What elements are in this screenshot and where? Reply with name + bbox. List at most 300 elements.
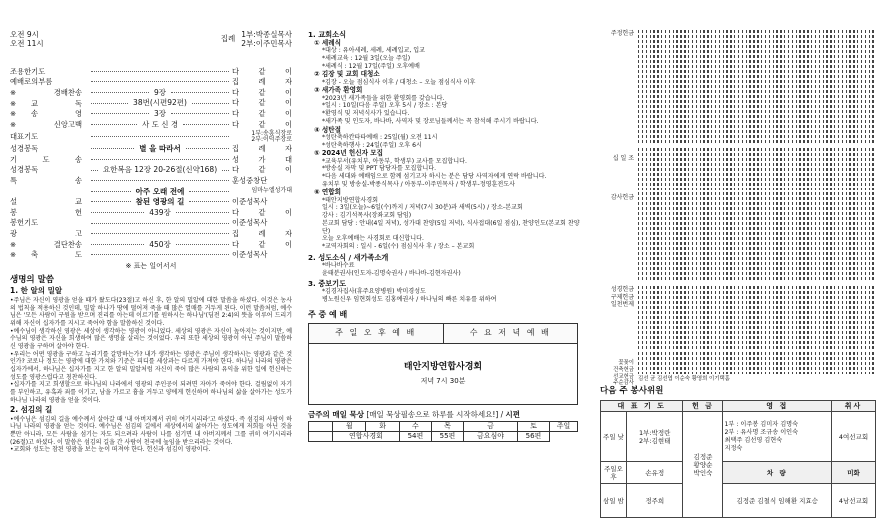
- name-column: [780, 192, 781, 282]
- member-news-line: 윤태분권사(인도자-김명숙권사 / 바나바-김현자권사): [322, 269, 461, 277]
- name-column: [734, 352, 735, 374]
- order-leader: 다 같 이: [232, 87, 292, 97]
- left-column: [0, 0, 300, 523]
- name-column: [673, 30, 674, 145]
- offering-bottom-line: 김선 균 김선엽 이순숙 황영희 이기택홈: [638, 376, 730, 382]
- name-column: [653, 148, 654, 190]
- name-column: [700, 148, 701, 190]
- name-column: [700, 352, 701, 374]
- name-column: [799, 30, 800, 145]
- name-column: [642, 148, 643, 190]
- name-column: [826, 30, 827, 145]
- name-column: [853, 30, 854, 145]
- name-column: [773, 286, 774, 350]
- news-item-detail: *일시 : 10일(다음 주일) 오후 5시 / 장소 : 본당: [322, 102, 448, 110]
- name-column: [726, 192, 727, 282]
- name-column: [638, 30, 639, 145]
- name-column: [707, 352, 708, 374]
- name-column: [703, 192, 704, 282]
- news-item-detail: *김장 - 오늘 점심식사 이후 / 대청소 – 오늘 점심식사 이후: [322, 78, 476, 86]
- order-row: [10, 119, 292, 130]
- name-column: [696, 286, 697, 350]
- name-column: [823, 30, 824, 145]
- order-label: ※경배찬송: [10, 87, 82, 97]
- order-label: ※결단찬송: [10, 239, 82, 249]
- name-column: [849, 286, 850, 350]
- bible-reading: [309, 432, 333, 442]
- name-column: [861, 30, 862, 145]
- name-column: [642, 192, 643, 282]
- bible-reading-title: [308, 410, 584, 419]
- name-column: [811, 192, 812, 282]
- offering-label: 꽃꽂이 건축헌금 선교헌금 주순감사: [613, 360, 634, 387]
- name-column: [784, 30, 785, 145]
- order-leader: 다 같 이: [232, 66, 292, 76]
- order-row: [10, 98, 292, 109]
- name-column: [749, 30, 750, 145]
- name-column: [815, 30, 816, 145]
- name-column: [853, 192, 854, 282]
- name-column: [665, 286, 666, 350]
- name-column: [661, 30, 662, 145]
- order-row: [10, 239, 292, 250]
- name-column: [746, 286, 747, 350]
- order-leader: 다 같 이: [232, 109, 292, 119]
- name-column: [711, 148, 712, 190]
- order-row: [10, 197, 292, 208]
- order-leader: 이준성목사: [232, 197, 268, 207]
- name-column: [669, 286, 670, 350]
- name-column: [807, 192, 808, 282]
- col-welcome: 영 접: [723, 400, 832, 412]
- name-column: [811, 352, 812, 374]
- name-column: [869, 192, 870, 282]
- name-column: [696, 148, 697, 190]
- name-column: [796, 352, 797, 374]
- news-item-detail: 강사 : 김기석목사(장좌교회 담임): [322, 212, 412, 220]
- name-column: [711, 30, 712, 145]
- name-column: [642, 352, 643, 374]
- name-column: [742, 30, 743, 145]
- name-column: [715, 148, 716, 190]
- sermon: [10, 275, 292, 454]
- bible-day: 금: [464, 422, 518, 432]
- sermon-paragraph: •교회와 성도는 참된 영광을 보는 눈이 떠져야 한다. 헌신과 섬김이 영광이다.: [10, 446, 211, 454]
- name-column: [692, 286, 693, 350]
- name-column: [680, 148, 681, 190]
- name-column: [749, 192, 750, 282]
- name-column: [669, 192, 670, 282]
- name-column: [638, 192, 639, 282]
- name-column: [811, 148, 812, 190]
- name-column: [742, 148, 743, 190]
- bible-day: 목: [431, 422, 463, 432]
- name-column: [665, 352, 666, 374]
- name-column: [842, 352, 843, 374]
- order-row: [10, 186, 292, 197]
- name-column: [719, 286, 720, 350]
- name-column: [780, 352, 781, 374]
- name-column: [669, 352, 670, 374]
- cooking-team: 4여선교회: [832, 412, 876, 462]
- name-column: [646, 30, 647, 145]
- news-item-detail: *성탄축하행사 : 24일(주일) 오후 6시: [322, 141, 422, 149]
- name-column: [734, 192, 735, 282]
- name-column: [799, 352, 800, 374]
- name-column: [761, 352, 762, 374]
- name-column: [749, 286, 750, 350]
- name-column: [638, 286, 639, 350]
- order-item: 참된 영광의 길: [135, 197, 185, 207]
- name-column: [738, 30, 739, 145]
- name-column: [715, 286, 716, 350]
- order-row: [10, 66, 292, 77]
- order-label: 특 송: [10, 176, 82, 186]
- bible-day: 토: [517, 422, 549, 432]
- name-column: [869, 286, 870, 350]
- name-column: [872, 352, 873, 374]
- order-row: [10, 130, 292, 144]
- cleaning-header: 미화: [832, 462, 876, 484]
- name-column: [838, 286, 839, 350]
- order-item: 아주 오래 전에: [135, 186, 185, 196]
- name-column: [742, 352, 743, 374]
- name-column: [776, 30, 777, 145]
- news-items: [308, 39, 584, 251]
- name-column: [819, 30, 820, 145]
- news-item-detail: 본교회 담당 : 안내(4일 저녁), 성가대 찬양(5일 저녁), 식사접대(6일 점심), 찬양인도(본교회 찬양단): [322, 219, 580, 235]
- name-column: [838, 352, 839, 374]
- name-column: [819, 286, 820, 350]
- news-item-detail: *성탄축하칸타타예배 : 25일(월) 오전 11시: [322, 133, 438, 141]
- name-column: [765, 352, 766, 374]
- name-column: [719, 30, 720, 145]
- name-column: [707, 30, 708, 145]
- sunday-afternoon-header: 주 일 오 후 예 배: [309, 324, 443, 344]
- order-row: [10, 218, 292, 229]
- name-column: [846, 30, 847, 145]
- name-column: [650, 352, 651, 374]
- name-column: [676, 30, 677, 145]
- order-leader: 다 같 이: [232, 239, 292, 249]
- wednesday-evening-header: 수 요 저 녁 예 배: [443, 324, 578, 344]
- name-column: [696, 352, 697, 374]
- name-column: [823, 352, 824, 374]
- name-column: [692, 148, 693, 190]
- event-time: 저녁 7시 30분: [420, 376, 466, 385]
- name-column: [715, 30, 716, 145]
- name-column: [792, 192, 793, 282]
- name-column: [650, 148, 651, 190]
- name-column: [849, 30, 850, 145]
- name-column: [796, 30, 797, 145]
- name-column: [638, 352, 639, 374]
- name-column: [646, 148, 647, 190]
- order-leader: 다 같 이: [232, 119, 293, 129]
- offering-names: [638, 192, 874, 282]
- name-column: [746, 148, 747, 190]
- name-column: [869, 30, 870, 145]
- name-column: [819, 352, 820, 374]
- row-label: 삼일 밤: [601, 484, 627, 518]
- event-name: 태안지방연합사경회: [403, 362, 483, 373]
- standing-note: ※ 표는 일어서서: [125, 262, 177, 271]
- name-column: [650, 286, 651, 350]
- name-column: [830, 192, 831, 282]
- name-column: [846, 148, 847, 190]
- name-column: [776, 352, 777, 374]
- col-cooking: 취사: [832, 400, 876, 412]
- name-column: [692, 352, 693, 374]
- name-column: [803, 352, 804, 374]
- name-column: [700, 192, 701, 282]
- news-item: [308, 188, 584, 250]
- name-column: [799, 192, 800, 282]
- row-label: 주일 낮: [601, 412, 627, 462]
- sermon-paragraph: •예수님이 생각하신 영광은 세상이 생각하는 영광이 아니었다. 세상의 영광은 자신이 높아지는 것이지만, 예수님의 영광은 자신을 희생하여 많은 생명을 살리는 것이었다. 우리 또한 세상의 영광이 아닌 주님이 말씀하신 영광을 구하며 살아야 한다.: [10, 327, 292, 350]
- order-label: 봉 헌: [10, 207, 82, 217]
- name-column: [861, 352, 862, 374]
- vehicle-header: 차 량: [723, 462, 832, 484]
- order-item: 439장: [149, 207, 171, 217]
- news-item-detail: *환영식 및 저녁식사가 있습니다.: [322, 110, 410, 118]
- name-column: [807, 286, 808, 350]
- prayer-names: 1부:박정란 2부:김현태: [627, 412, 683, 462]
- name-column: [692, 30, 693, 145]
- member-news-line: *바나바수료: [322, 261, 355, 269]
- news-item: [308, 39, 584, 70]
- name-column: [653, 286, 654, 350]
- name-column: [684, 192, 685, 282]
- name-column: [830, 352, 831, 374]
- name-column: [730, 352, 731, 374]
- bible-day: 수: [399, 422, 431, 432]
- name-column: [792, 352, 793, 374]
- name-column: [719, 352, 720, 374]
- name-column: [826, 286, 827, 350]
- name-column: [715, 192, 716, 282]
- prayer-line: 병노원신우 임현회성도 김홍예권사 / 하나님의 빠른 치유를 위하여: [322, 296, 497, 304]
- name-column: [780, 30, 781, 145]
- name-column: [653, 30, 654, 145]
- name-column: [857, 352, 858, 374]
- name-column: [749, 352, 750, 374]
- name-column: [657, 192, 658, 282]
- name-column: [657, 286, 658, 350]
- name-column: [861, 192, 862, 282]
- name-column: [788, 148, 789, 190]
- name-column: [707, 148, 708, 190]
- order-leader: 성 가 대: [232, 154, 292, 164]
- name-column: [669, 30, 670, 145]
- name-column: [792, 286, 793, 350]
- offering-label: 감사헌금: [610, 194, 634, 201]
- row-label: 주일오후: [601, 462, 627, 484]
- next-week-servers-title: 다음 주 봉사위원: [600, 386, 664, 396]
- order-label: ※신앙고백: [10, 119, 82, 129]
- name-column: [773, 192, 774, 282]
- name-column: [703, 30, 704, 145]
- name-column: [826, 148, 827, 190]
- name-column: [842, 192, 843, 282]
- name-column: [815, 286, 816, 350]
- name-column: [665, 148, 666, 190]
- name-column: [746, 192, 747, 282]
- name-column: [723, 192, 724, 282]
- name-column: [796, 192, 797, 282]
- name-column: [761, 30, 762, 145]
- weekday-worship-title: 주 중 예 배: [308, 309, 348, 319]
- name-column: [865, 30, 866, 145]
- name-column: [861, 286, 862, 350]
- name-column: [815, 148, 816, 190]
- news-item: [308, 126, 584, 150]
- name-column: [792, 30, 793, 145]
- bible-reading: 54편: [399, 432, 431, 442]
- news-item-detail: *대상 : 유아세례, 세례, 세례입교, 입교: [322, 47, 426, 55]
- name-column: [657, 148, 658, 190]
- name-column: [811, 30, 812, 145]
- weekday-worship-box: [308, 323, 578, 405]
- offering-names: 김정준 황양순 박인숙: [683, 412, 723, 518]
- name-column: [676, 352, 677, 374]
- order-label: 대표기도: [10, 132, 39, 141]
- order-label: 예배로의부름: [10, 77, 53, 87]
- order-item: 요한복음 12장 20-26절(신약168): [102, 165, 218, 175]
- name-column: [646, 286, 647, 350]
- offering-list: [600, 30, 874, 387]
- order-row: [10, 250, 292, 261]
- order-item: 별 을 따라서: [139, 144, 181, 154]
- name-column: [757, 192, 758, 282]
- name-column: [753, 352, 754, 374]
- bible-reading: 56편: [517, 432, 549, 442]
- name-column: [680, 30, 681, 145]
- order-item: 450장: [149, 239, 171, 249]
- name-column: [680, 192, 681, 282]
- name-column: [650, 192, 651, 282]
- name-column: [723, 286, 724, 350]
- news-item-title: ⑥ 연합회: [314, 188, 341, 197]
- name-column: [650, 30, 651, 145]
- name-column: [853, 148, 854, 190]
- name-column: [849, 148, 850, 190]
- name-column: [730, 148, 731, 190]
- name-column: [730, 30, 731, 145]
- name-column: [869, 352, 870, 374]
- name-column: [788, 352, 789, 374]
- name-column: [857, 286, 858, 350]
- name-column: [742, 192, 743, 282]
- name-column: [803, 30, 804, 145]
- news-item: [308, 70, 584, 86]
- order-leader: 훈성중창단: [232, 175, 268, 185]
- name-column: [769, 352, 770, 374]
- name-column: [673, 192, 674, 282]
- name-column: [696, 192, 697, 282]
- news-item-detail: *태안지방연합사경회: [322, 196, 379, 204]
- leader-second: 2부:이주민목사: [241, 39, 292, 48]
- name-column: [869, 148, 870, 190]
- name-column: [680, 352, 681, 374]
- name-column: [661, 148, 662, 190]
- bible-day: 월: [333, 422, 366, 432]
- name-column: [746, 352, 747, 374]
- bible-day: 주일: [550, 422, 578, 432]
- name-column: [834, 148, 835, 190]
- name-column: [849, 192, 850, 282]
- name-column: [696, 30, 697, 145]
- name-column: [746, 30, 747, 145]
- name-column: [738, 148, 739, 190]
- cleaning-team: 4남선교회: [832, 484, 876, 518]
- name-column: [796, 286, 797, 350]
- name-column: [711, 286, 712, 350]
- name-column: [719, 192, 720, 282]
- name-column: [707, 286, 708, 350]
- name-column: [753, 30, 754, 145]
- name-column: [788, 192, 789, 282]
- name-column: [726, 352, 727, 374]
- sermon-point-1: 1. 한 알의 밀알: [10, 286, 63, 296]
- name-column: [784, 192, 785, 282]
- order-leader: 집 례 자: [232, 77, 292, 87]
- order-leader: 집 례 자: [232, 144, 293, 154]
- name-column: [638, 148, 639, 190]
- name-column: [865, 192, 866, 282]
- name-column: [738, 192, 739, 282]
- order-row: [10, 108, 292, 119]
- order-leader: 다 같 이: [232, 98, 293, 108]
- news-item: [308, 86, 584, 125]
- name-column: [765, 192, 766, 282]
- name-column: [788, 30, 789, 145]
- name-column: [846, 352, 847, 374]
- name-column: [761, 148, 762, 190]
- name-column: [872, 286, 873, 350]
- name-column: [776, 286, 777, 350]
- name-column: [673, 148, 674, 190]
- news-item-detail: *다음 세대와 예배임으로 함께 섬기고자 하시는 분은 담당 사역자에게 연락 바랍니다.: [322, 172, 547, 180]
- name-column: [673, 352, 674, 374]
- name-column: [834, 192, 835, 282]
- service-times: [10, 30, 292, 48]
- name-column: [803, 286, 804, 350]
- name-column: [653, 352, 654, 374]
- name-column: [734, 30, 735, 145]
- news-item-detail: 유치부 및 방송실-박종식목사 / 아동부-이주민목사 / 학생부-정영훈전도사: [322, 180, 516, 188]
- name-column: [773, 352, 774, 374]
- order-leader: 이준성목사: [232, 218, 268, 228]
- name-column: [653, 192, 654, 282]
- bible-reading: 55편: [431, 432, 463, 442]
- name-column: [807, 148, 808, 190]
- name-column: [692, 192, 693, 282]
- middle-column: [300, 0, 590, 523]
- sermon-paragraph: •십자가를 지고 희생할으로 하나님의 나라에서 영광의 주인공이 되려면 자아가 죽어야 한다. 걸림없이 자기를 부인하고, 유혹과 죄를 이기고, 남을 가르고 흉을 거두고 양에게 헌신하며 하나님의 삶을 살아가는 성도가 하나님 나라의 영광을 얻을 것이다.: [10, 381, 292, 404]
- prayer-names: 정주희: [627, 484, 683, 518]
- order-leader: 집 례 자: [232, 228, 292, 238]
- news-item-title: ④ 성탄절: [314, 125, 341, 134]
- name-column: [838, 148, 839, 190]
- col-rep-prayer: 대 표 기 도: [601, 400, 683, 412]
- order-row: [10, 228, 292, 239]
- news-item-detail: *세례식 : 12월 17일(주일) 오후예배: [322, 62, 420, 70]
- name-column: [726, 148, 727, 190]
- next-week-servers-table: [600, 400, 876, 519]
- bible-title-main: 금주의 매일 묵상: [308, 409, 364, 419]
- name-column: [853, 352, 854, 374]
